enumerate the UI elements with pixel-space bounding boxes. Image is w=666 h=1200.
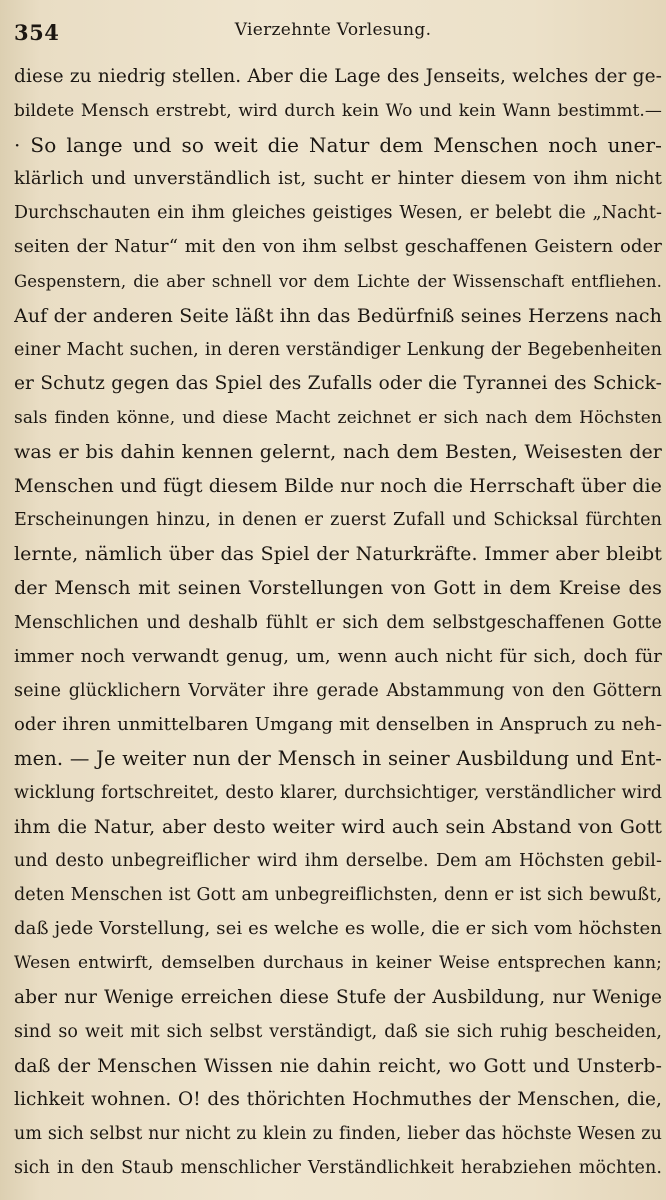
text-line: Erscheinungen hinzu, in denen er zuerst Zufall und Schicksal fürchten [14, 510, 662, 531]
text-line: er Schutz gegen das Spiel des Zufalls oder die Tyrannei des Schick- [14, 372, 662, 394]
text-line: Wesen entwirft, demselben durchaus in keiner Weise entsprechen kann; [14, 953, 662, 974]
text-line: wicklung fortschreitet, desto klarer, durchsichtiger, verständlicher wird [14, 782, 662, 803]
body-text [14, 60, 662, 1185]
text-line: daß der Menschen Wissen nie dahin reicht, wo Gott und Unsterb- [14, 1054, 662, 1077]
text-line: Auf der anderen Seite läßt ihn das Bedürfniß seines Herzens nach [14, 304, 662, 327]
text-line: aber nur Wenige erreichen diese Stufe der Ausbildung, nur Wenige [14, 986, 662, 1008]
text-line: seiten der Natur“ mit den von ihm selbst geschaffenen Geistern oder [14, 236, 662, 258]
running-head: Vierzehnte Vorlesung. [234, 20, 432, 40]
text-line: immer noch verwandt genug, um, wenn auch nicht für sich, doch für [14, 645, 662, 667]
text-line: deten Menschen ist Gott am unbegreiflichsten, denn er ist sich bewußt, [14, 885, 662, 906]
text-line: diese zu niedrig stellen. Aber die Lage des Jenseits, welches der ge- [14, 66, 662, 87]
text-line: der Mensch mit seinen Vorstellungen von Gott in dem Kreise des [14, 577, 662, 600]
text-line: lichkeit wohnen. O! des thörichten Hochmuthes der Menschen, die, [14, 1088, 662, 1110]
text-line: sich in den Staub menschlicher Verständlichkeit herabziehen möchten. [14, 1158, 662, 1178]
text-line: was er bis dahin kennen gelernt, nach dem Besten, Weisesten der [14, 441, 662, 464]
page-number: 354 [14, 20, 60, 45]
text-line: daß jede Vorstellung, sei es welche es wolle, die er sich vom höchsten [14, 918, 662, 940]
text-line: Menschlichen und deshalb fühlt er sich dem selbstgeschaffenen Gotte [14, 612, 662, 633]
text-line: bildete Mensch erstrebt, wird durch kein Wo und kein Wann bestimmt.— [14, 101, 662, 122]
page-header [14, 14, 652, 48]
text-line: oder ihren unmittelbaren Umgang mit denselben in Anspruch zu neh- [14, 713, 662, 735]
text-line: ihm die Natur, aber desto weiter wird auch sein Abstand von Gott [14, 816, 662, 839]
text-line: um sich selbst nur nicht zu klein zu finden, lieber das höchste Wesen zu [14, 1123, 662, 1144]
text-line: und desto unbegreiflicher wird ihm derselbe. Dem am Höchsten gebil- [14, 851, 662, 872]
text-line: einer Macht suchen, in deren verständiger Lenkung der Begebenheiten [14, 339, 662, 360]
text-line: sind so weit mit sich selbst verständigt, daß sie sich ruhig bescheiden, [14, 1021, 662, 1042]
text-line: Durchschauten ein ihm gleiches geistiges Wesen, er belebt die „Nacht- [14, 203, 662, 224]
text-line: seine glücklichern Vorväter ihre gerade Abstammung von den Göttern [14, 680, 662, 701]
text-line: klärlich und unverständlich ist, sucht er hinter diesem von ihm nicht [14, 168, 662, 190]
text-line: Gespenstern, die aber schnell vor dem Lichte der Wissenschaft entfliehen. [14, 271, 662, 291]
text-line: lernte, nämlich über das Spiel der Naturkräfte. Immer aber bleibt [14, 543, 662, 566]
text-line: Menschen und fügt diesem Bilde nur noch die Herrschaft über die [14, 475, 662, 498]
text-line: men. — Je weiter nun der Mensch in seiner Ausbildung und Ent- [14, 746, 662, 770]
text-line: · So lange und so weit die Natur dem Menschen noch uner- [14, 133, 662, 158]
text-line: sals finden könne, und diese Macht zeichnet er sich nach dem Höchsten [14, 407, 662, 428]
